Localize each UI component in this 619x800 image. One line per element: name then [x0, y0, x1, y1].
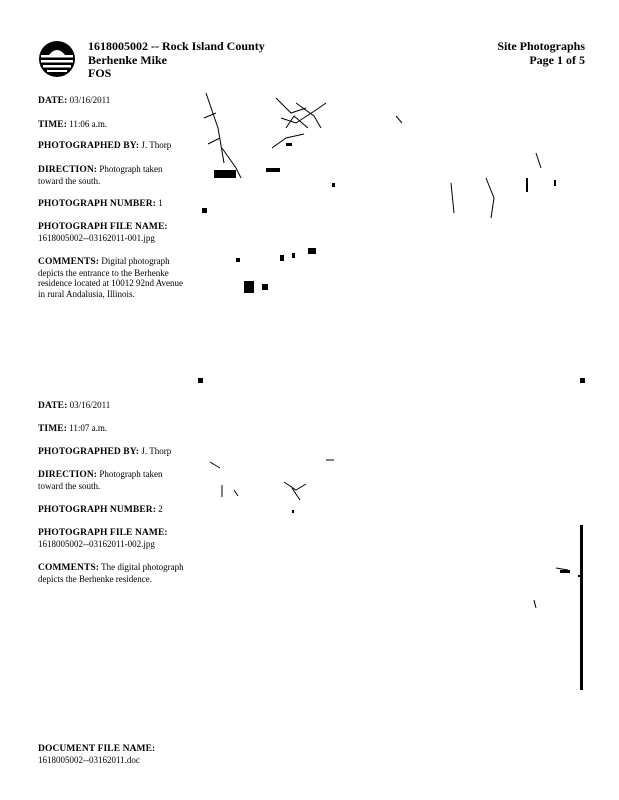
owner-line: Berhenke Mike — [88, 52, 167, 67]
direction-field: DIRECTION: Photograph taken toward the south. — [38, 164, 163, 186]
agency-seal-icon — [38, 40, 76, 78]
time-field: TIME: 11:06 a.m. — [38, 119, 108, 130]
date-field: DATE: 03/16/2011 — [38, 95, 111, 106]
agency-logo — [38, 40, 76, 78]
direction-field: DIRECTION: Photograph taken toward the south. — [38, 469, 163, 491]
site-id-line: 1618005002 -- Rock Island County — [88, 39, 265, 53]
photo-file-field: PHOTOGRAPH FILE NAME: 1618005002--03162011-002.jpg — [38, 528, 168, 549]
header-right — [497, 40, 585, 67]
photographer-field: PHOTOGRAPHED BY: J. Thorp — [38, 446, 172, 457]
comments-field: COMMENTS: Digital photograph depicts the entrance to the Berhenke residence located at 10012 92nd Avenue in rural Andalusia, Illinois. — [38, 256, 184, 299]
document-file-field: DOCUMENT FILE NAME: 1618005002--03162011.doc — [38, 744, 156, 765]
document-title: Site Photographs — [497, 39, 585, 53]
photo-file-field: PHOTOGRAPH FILE NAME: 1618005002--03162011-001.jpg — [38, 222, 168, 243]
time-field: TIME: 11:07 a.m. — [38, 423, 108, 434]
comments-field: COMMENTS: The digital photograph depicts the Berhenke residence. — [38, 562, 184, 584]
photo-number-field: PHOTOGRAPH NUMBER: 1 — [38, 198, 163, 209]
photo-number-field: PHOTOGRAPH NUMBER: 2 — [38, 504, 163, 515]
site-photograph-2 — [196, 440, 591, 695]
program-line: FOS — [88, 66, 112, 80]
header-left — [88, 40, 265, 81]
date-field: DATE: 03/16/2011 — [38, 400, 111, 411]
site-photograph-1 — [196, 88, 591, 388]
photographer-field: PHOTOGRAPHED BY: J. Thorp — [38, 140, 172, 151]
page-number: Page 1 of 5 — [529, 52, 585, 67]
